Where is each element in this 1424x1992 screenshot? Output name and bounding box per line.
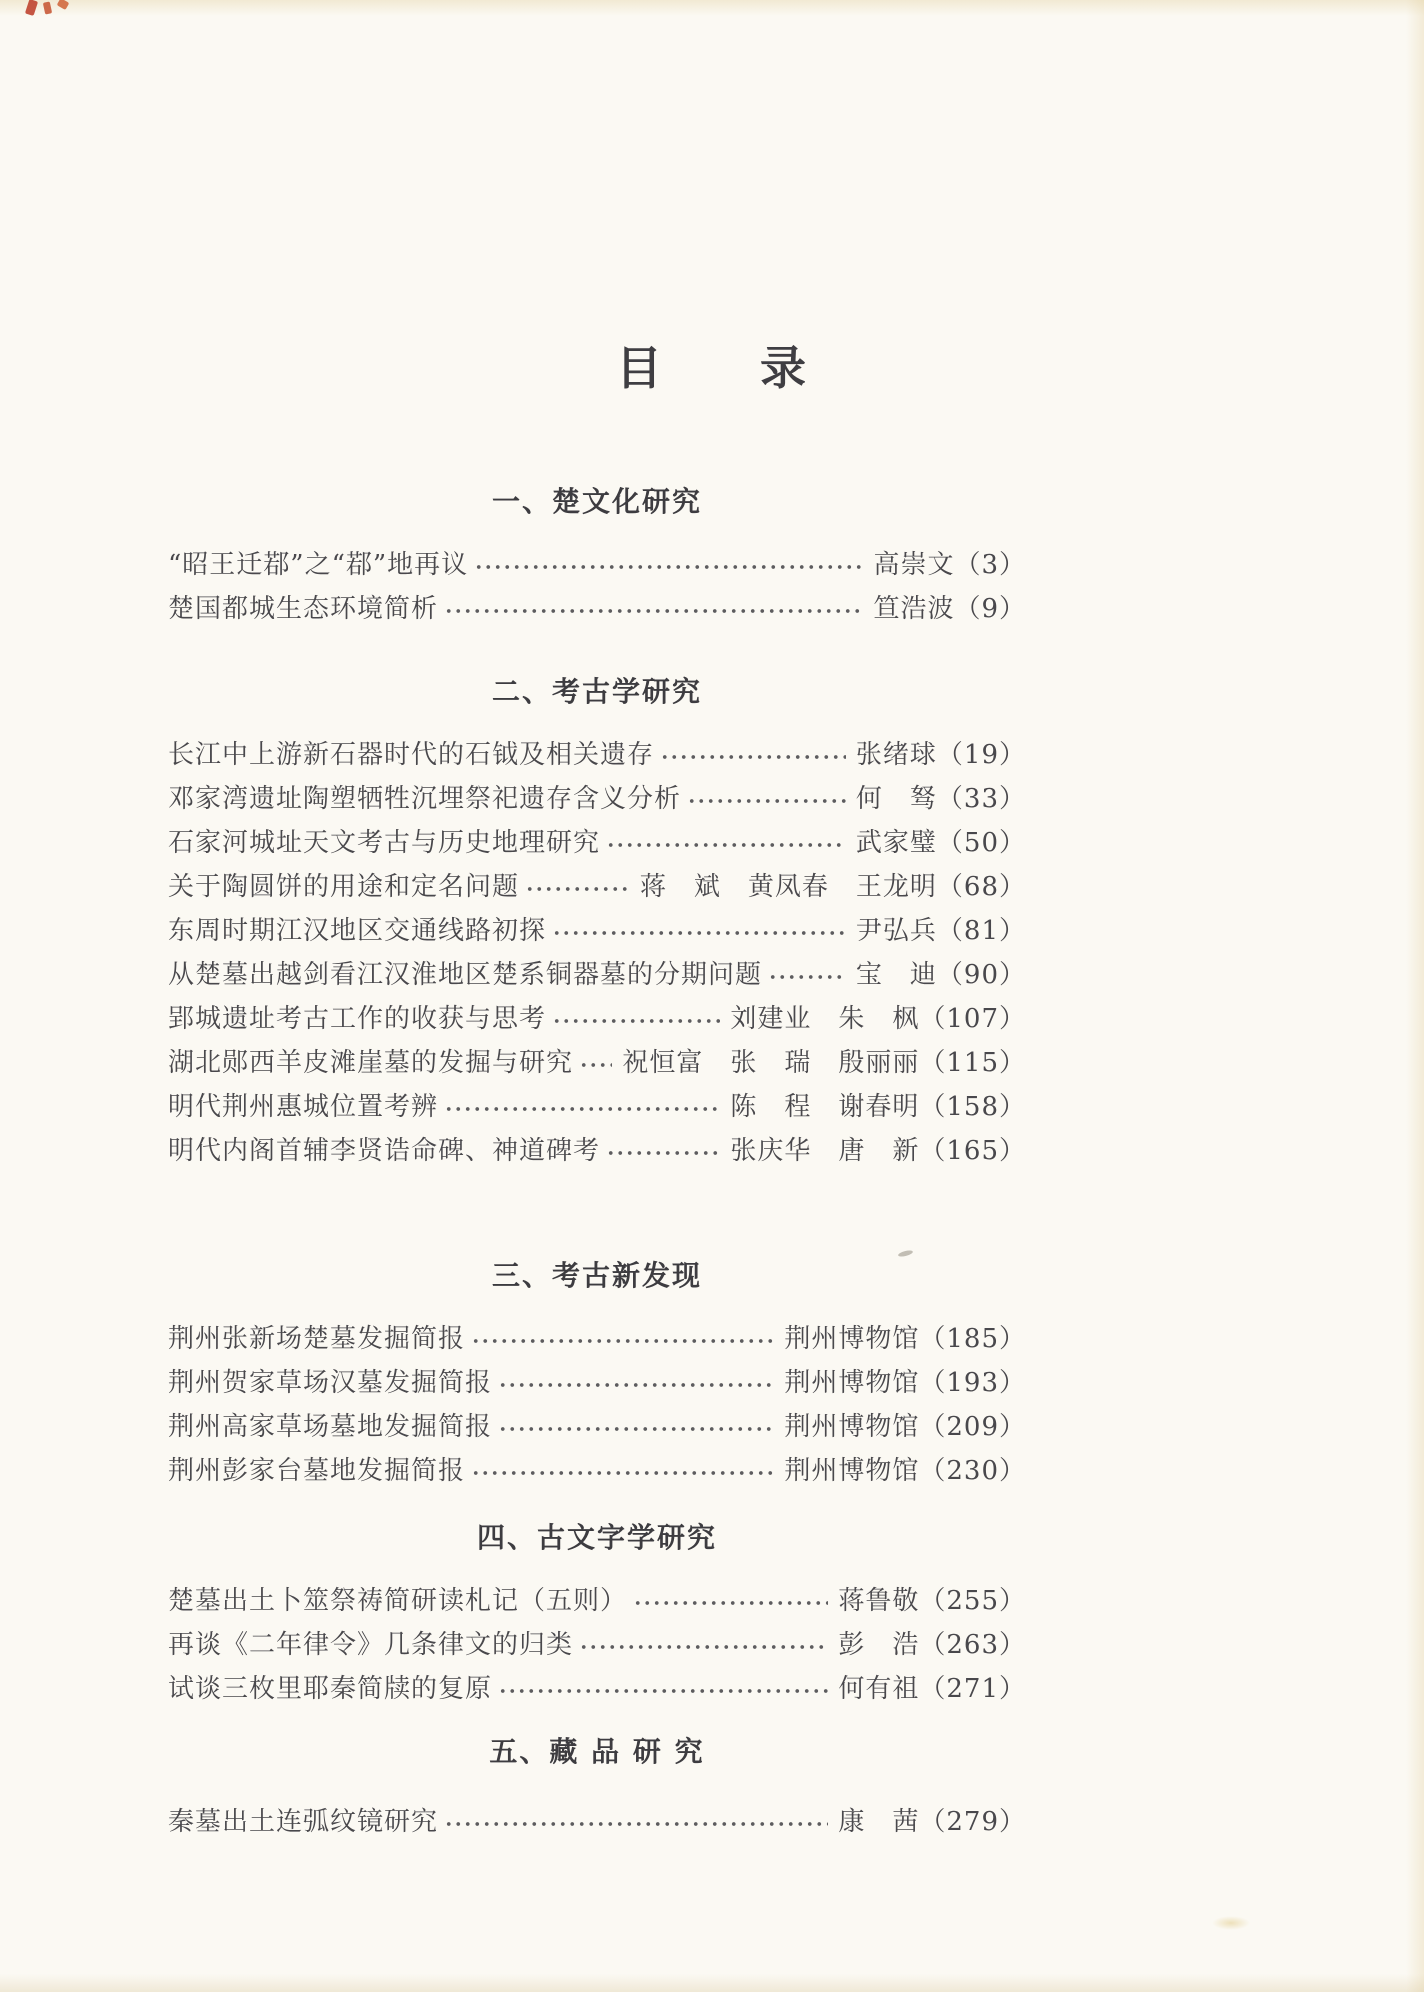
scan-edge-tint-top [0, 0, 1424, 16]
entry-page-number: （279） [919, 1807, 1026, 1837]
entry-authors: 蒋鲁敬 [838, 1586, 920, 1616]
toc-entry [168, 1361, 1026, 1405]
entry-authors: 高崇文 [873, 550, 955, 580]
entry-title: 秦墓出土连弧纹镜研究 [168, 1807, 439, 1837]
entry-page-number: （50） [936, 828, 1026, 858]
toc-section [168, 1261, 1026, 1493]
toc-entry [168, 1317, 1026, 1361]
entry-title: 楚墓出土卜筮祭祷简研读札记（五则） [168, 1586, 628, 1616]
toc-entry [168, 1579, 1026, 1623]
dot-leader [498, 1667, 828, 1711]
toc-entry [168, 777, 1026, 821]
dot-leader [444, 1085, 720, 1129]
dot-leader [579, 1623, 828, 1667]
toc-entry [168, 865, 1026, 909]
entry-title: “昭王迁鄀”之“鄀”地再议 [168, 550, 469, 580]
dot-leader [552, 997, 720, 1041]
toc-entry [168, 821, 1026, 865]
dot-leader [579, 1041, 612, 1085]
dot-leader [552, 909, 846, 953]
entry-title: 明代内阁首辅李贤诰命碑、神道碑考 [168, 1136, 601, 1166]
entry-list [168, 1800, 1026, 1844]
entry-authors: 祝恒富 张 瑞 殷丽丽 [622, 1048, 920, 1078]
entry-list [168, 1317, 1026, 1493]
toc-entry [168, 997, 1026, 1041]
entry-authors: 荆州博物馆 [784, 1456, 920, 1486]
entry-title: 楚国都城生态环境简析 [168, 594, 439, 624]
scan-spot [1212, 1916, 1250, 1930]
scan-artifact-red [43, 1, 52, 14]
entry-authors: 蒋 斌 黄凤春 王龙明 [639, 872, 937, 902]
entry-page-number: （230） [919, 1456, 1026, 1486]
entry-authors: 张庆华 唐 新 [730, 1136, 920, 1166]
dot-leader [444, 1800, 828, 1844]
entry-title: 东周时期江汉地区交通线路初探 [168, 916, 547, 946]
entry-title: 荆州贺家草场汉墓发掘简报 [168, 1368, 493, 1398]
entry-page-number: （209） [919, 1412, 1026, 1442]
toc-entry [168, 543, 1026, 587]
entry-page-number: （9） [954, 594, 1026, 624]
toc-entry [168, 1129, 1026, 1173]
entry-title: 明代荆州惠城位置考辨 [168, 1092, 439, 1122]
entry-authors: 何 驽 [855, 784, 937, 814]
entry-page-number: （68） [936, 872, 1026, 902]
entry-authors: 康 茜 [838, 1807, 920, 1837]
dot-leader [444, 587, 863, 631]
toc-section [168, 1737, 1026, 1844]
entry-list [168, 733, 1026, 1173]
dot-leader [474, 543, 863, 587]
toc-entry [168, 953, 1026, 997]
entry-authors: 武家璧 [855, 828, 937, 858]
toc-entry [168, 1800, 1026, 1844]
entry-title: 再谈《二年律令》几条律文的归类 [168, 1630, 574, 1660]
entry-authors: 笪浩波 [873, 594, 955, 624]
toc-entry [168, 733, 1026, 777]
dot-leader [525, 865, 630, 909]
entry-list [168, 543, 1026, 631]
entry-title: 长江中上游新石器时代的石钺及相关遗存 [168, 740, 655, 770]
entry-title: 从楚墓出越剑看江汉淮地区楚系铜器墓的分期问题 [168, 960, 763, 990]
dot-leader [660, 733, 846, 777]
entry-authors: 张绪球 [855, 740, 937, 770]
toc-entry [168, 1667, 1026, 1711]
entry-authors: 宝 迪 [855, 960, 937, 990]
entry-page-number: （19） [936, 740, 1026, 770]
toc-entry [168, 587, 1026, 631]
section-heading: 一、楚文化研究 [491, 485, 702, 518]
dot-leader [471, 1317, 774, 1361]
entry-page-number: （33） [936, 784, 1026, 814]
scan-edge-tint-right [1406, 0, 1424, 1992]
entry-title: 郢城遗址考古工作的收获与思考 [168, 1004, 547, 1034]
entry-page-number: （115） [919, 1048, 1026, 1078]
entry-list [168, 1579, 1026, 1711]
entry-title: 荆州张新场楚墓发掘简报 [168, 1324, 466, 1354]
entry-page-number: （165） [919, 1136, 1026, 1166]
entry-authors: 刘建业 朱 枫 [730, 1004, 920, 1034]
entry-authors: 陈 程 谢春明 [730, 1092, 920, 1122]
entry-authors: 何有祖 [838, 1674, 920, 1704]
entry-page-number: （193） [919, 1368, 1026, 1398]
entry-page-number: （81） [936, 916, 1026, 946]
page-title: 目 录 [616, 341, 808, 395]
section-heading: 四、古文字学研究 [476, 1521, 717, 1554]
toc-section [168, 487, 1026, 631]
toc-entry [168, 1623, 1026, 1667]
toc-content [168, 448, 1026, 1844]
dot-leader [498, 1361, 774, 1405]
toc-entry [168, 1041, 1026, 1085]
entry-page-number: （90） [936, 960, 1026, 990]
entry-authors: 荆州博物馆 [784, 1368, 920, 1398]
scan-artifact-red [25, 0, 38, 16]
entry-authors: 荆州博物馆 [784, 1412, 920, 1442]
entry-page-number: （3） [954, 550, 1026, 580]
dot-leader [606, 1129, 720, 1173]
section-heading: 五、藏 品 研 究 [489, 1735, 705, 1768]
scan-edge-tint-bottom [0, 1974, 1424, 1992]
dot-leader [498, 1405, 774, 1449]
section-heading: 三、考古新发现 [491, 1259, 702, 1292]
entry-authors: 尹弘兵 [855, 916, 937, 946]
dot-leader [633, 1579, 828, 1623]
dot-leader [687, 777, 846, 821]
entry-page-number: （158） [919, 1092, 1026, 1122]
dot-leader [471, 1449, 774, 1493]
entry-title: 试谈三枚里耶秦简牍的复原 [168, 1674, 493, 1704]
entry-title: 邓家湾遗址陶塑牺牲沉埋祭祀遗存含义分析 [168, 784, 682, 814]
entry-title: 关于陶圆饼的用途和定名问题 [168, 872, 520, 902]
entry-page-number: （255） [919, 1586, 1026, 1616]
toc-entry [168, 1449, 1026, 1493]
dot-leader [606, 821, 846, 865]
toc-entry [168, 909, 1026, 953]
entry-page-number: （185） [919, 1324, 1026, 1354]
dot-leader [768, 953, 846, 997]
entry-page-number: （271） [919, 1674, 1026, 1704]
entry-title: 荆州彭家台墓地发掘简报 [168, 1456, 466, 1486]
toc-section [168, 1523, 1026, 1711]
entry-page-number: （263） [919, 1630, 1026, 1660]
entry-title: 湖北郧西羊皮滩崖墓的发掘与研究 [168, 1048, 574, 1078]
entry-page-number: （107） [919, 1004, 1026, 1034]
section-heading: 二、考古学研究 [491, 675, 702, 708]
entry-title: 荆州高家草场墓地发掘简报 [168, 1412, 493, 1442]
toc-section [168, 677, 1026, 1173]
entry-title: 石家河城址天文考古与历史地理研究 [168, 828, 601, 858]
entry-authors: 荆州博物馆 [784, 1324, 920, 1354]
entry-authors: 彭 浩 [838, 1630, 920, 1660]
toc-entry [168, 1085, 1026, 1129]
toc-entry [168, 1405, 1026, 1449]
scan-artifact-red [57, 0, 70, 10]
